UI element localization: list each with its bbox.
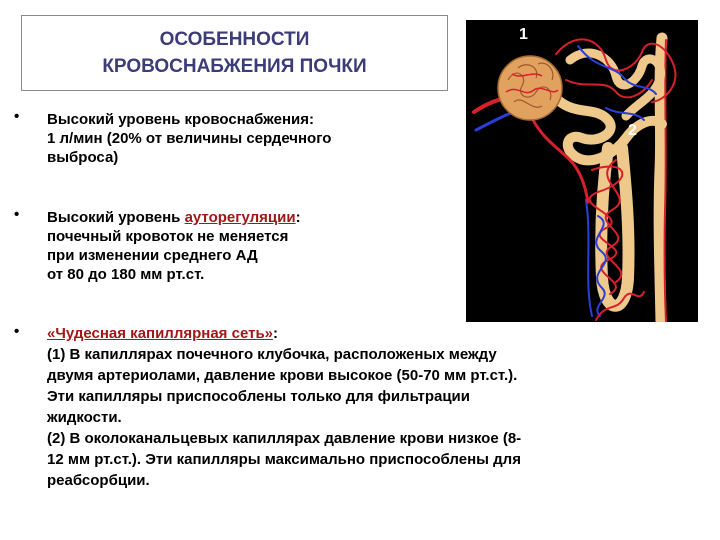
venous-return — [476, 112, 514, 130]
point-2 — [47, 208, 301, 284]
point-3-heading-colon: : — [273, 325, 279, 342]
bullet-3: • — [14, 323, 20, 340]
glomerulus — [498, 56, 562, 120]
point-2-line-2: при изменении среднего АД — [47, 247, 258, 264]
nephron-illustration — [466, 20, 698, 322]
figure-label-1: 1 — [519, 26, 528, 43]
point-3-heading-term: «Чудесная капиллярная сеть» — [47, 325, 274, 342]
point-3-line-5: (2) В околоканальцевых капиллярах давление крови низкое (8- — [47, 430, 522, 447]
point-3-line-3: Эти капилляры приспособлены только для фильтрации — [47, 388, 470, 405]
title-line-1: ОСОБЕННОСТИ — [159, 29, 310, 50]
point-3-heading — [47, 323, 707, 344]
bullet-1: • — [14, 108, 20, 125]
loop-of-henle — [601, 148, 628, 306]
point-2-line-1: почечный кровоток не меняется — [47, 228, 289, 245]
point-3-line-1: (1) В капиллярах почечного клубочка, расположеных между — [47, 346, 497, 363]
bullet-2: • — [14, 206, 20, 223]
point-1-heading: Высокий уровень кровоснабжения: — [47, 111, 314, 128]
point-3-line-4: жидкости. — [47, 409, 122, 426]
point-1-line-2: выброса) — [47, 149, 119, 166]
point-2-heading — [47, 208, 301, 227]
figure-label-2: 2 — [628, 122, 637, 139]
point-3-line-6: 12 мм рт.ст.). Эти капилляры максимально приспособлены для — [47, 451, 521, 468]
title-line-2: КРОВОСНАБЖЕНИЯ ПОЧКИ — [102, 56, 367, 77]
point-3-line-2: двумя артериолами, давление крови высокое (50-70 мм рт.ст.). — [47, 367, 518, 384]
point-1-line-1: 1 л/мин (20% от величины сердечного — [47, 130, 332, 147]
point-3 — [47, 323, 707, 491]
point-2-heading-term: ауторегуляции — [184, 209, 296, 226]
title-box — [21, 15, 448, 91]
point-2-line-3: от 80 до 180 мм рт.ст. — [47, 266, 205, 283]
point-3-line-7: реабсорбции. — [47, 472, 150, 489]
nephron-drawing — [466, 20, 698, 322]
collecting-duct-vessel — [665, 40, 666, 322]
point-1 — [47, 110, 331, 167]
point-2-heading-start: Высокий уровень — [47, 209, 185, 226]
point-2-heading-colon: : — [295, 209, 301, 226]
